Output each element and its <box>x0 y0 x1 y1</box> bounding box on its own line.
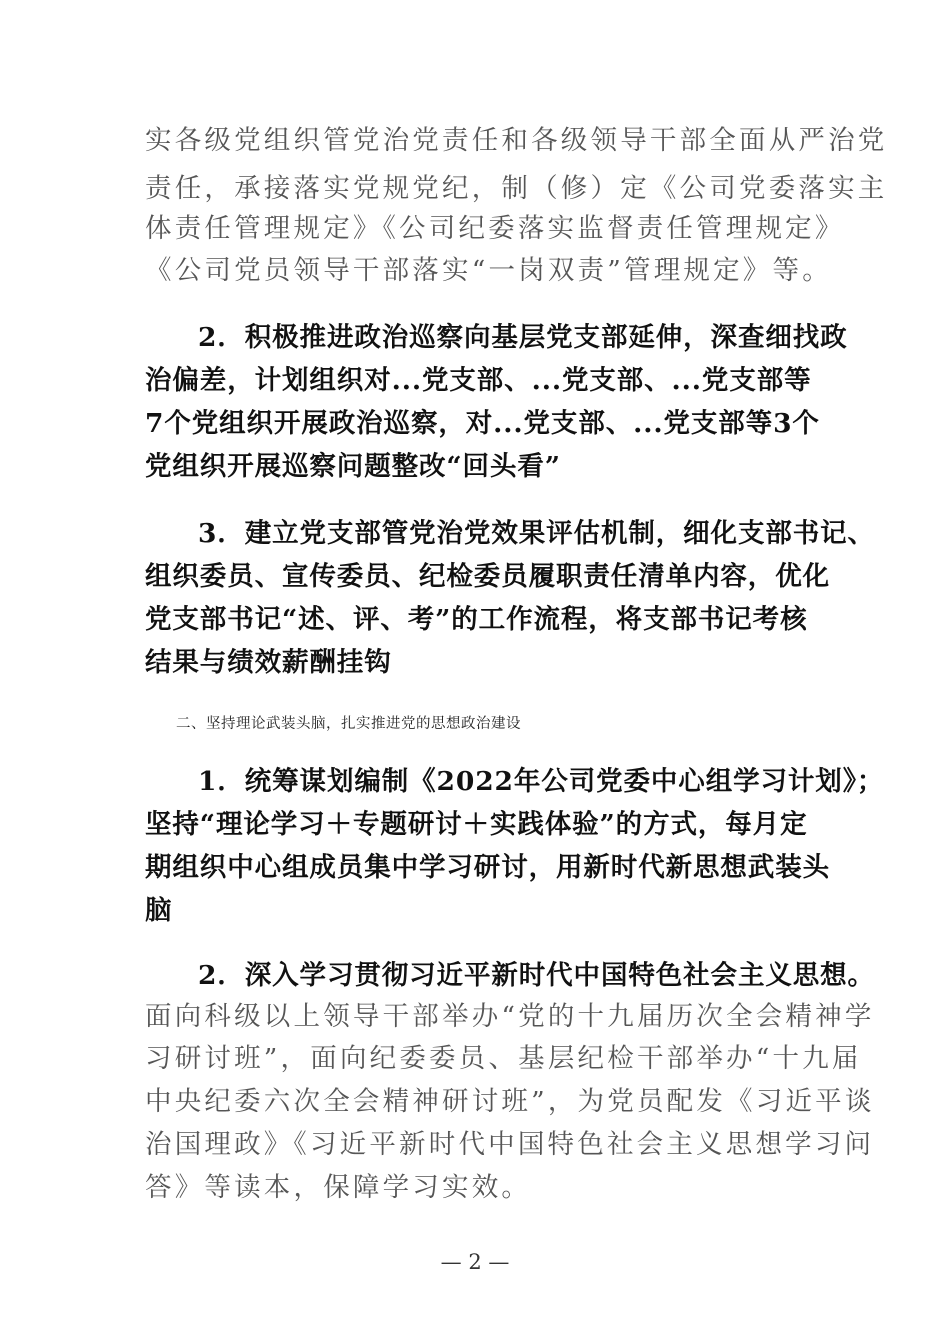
intro-line-2: 责任，承接落实党规党纪，制（修）定《公司党委落实主 <box>145 173 888 204</box>
item3-line-2: 组织委员、宣传委员、纪检委员履职责任清单内容，优化 <box>145 561 830 592</box>
s2-item1-line-4: 脑 <box>145 895 173 926</box>
item2-line-4: 党组织开展巡察问题整改“回头看” <box>145 451 561 482</box>
s2-item2-line-2: 习研讨班”，面向纪委委员、基层纪检干部举办“十九届 <box>145 1043 862 1074</box>
s2-item1-line-3: 期组织中心组成员集中学习研讨，用新时代新思想武装头 <box>145 852 830 883</box>
item2-line-2: 治偏差，计划组织对...党支部、...党支部、...党支部等 <box>145 365 812 396</box>
intro-line-3: 体责任管理规定》《公司纪委落实监督责任管理规定》 <box>145 213 845 244</box>
intro-line-4: 《公司党员领导干部落实“一岗双责”管理规定》等。 <box>145 255 832 286</box>
s2-item2-lead: 2．深入学习贯彻习近平新时代中国特色社会主义思想。 <box>198 960 875 991</box>
s2-item2-line-3: 中央纪委六次全会精神研讨班”，为党员配发《习近平谈 <box>145 1086 875 1117</box>
item2-line-1: 2．积极推进政治巡察向基层党支部延伸，深查细找政 <box>198 322 848 353</box>
s2-item2-line-5: 答》等读本，保障学习实效。 <box>145 1172 532 1203</box>
s2-item2-line-4: 治国理政》《习近平新时代中国特色社会主义思想学习问 <box>145 1129 875 1160</box>
item3-line-4: 结果与绩效薪酬挂钩 <box>145 647 392 678</box>
item3-line-1: 3．建立党支部管党治党效果评估机制，细化支部书记、 <box>198 518 875 549</box>
page-number: — 2 — <box>440 1250 510 1274</box>
s2-item1-line-1: 1．统筹谋划编制《2022年公司党委中心组学习计划》； <box>198 766 885 797</box>
item3-line-3: 党支部书记“述、评、考”的工作流程，将支部书记考核 <box>145 604 808 635</box>
section-heading: 二、坚持理论武装头脑，扎实推进党的思想政治建设 <box>176 716 521 732</box>
intro-line-1: 实各级党组织管党治党责任和各级领导干部全面从严治党 <box>145 125 888 156</box>
s2-item2-line-1: 面向科级以上领导干部举办“党的十九届历次全会精神学 <box>145 1001 875 1032</box>
s2-item1-line-2: 坚持“理论学习＋专题研讨＋实践体验”的方式，每月定 <box>145 809 808 840</box>
item2-line-3: 7个党组织开展政治巡察，对...党支部、...党支部等3个 <box>145 408 820 439</box>
